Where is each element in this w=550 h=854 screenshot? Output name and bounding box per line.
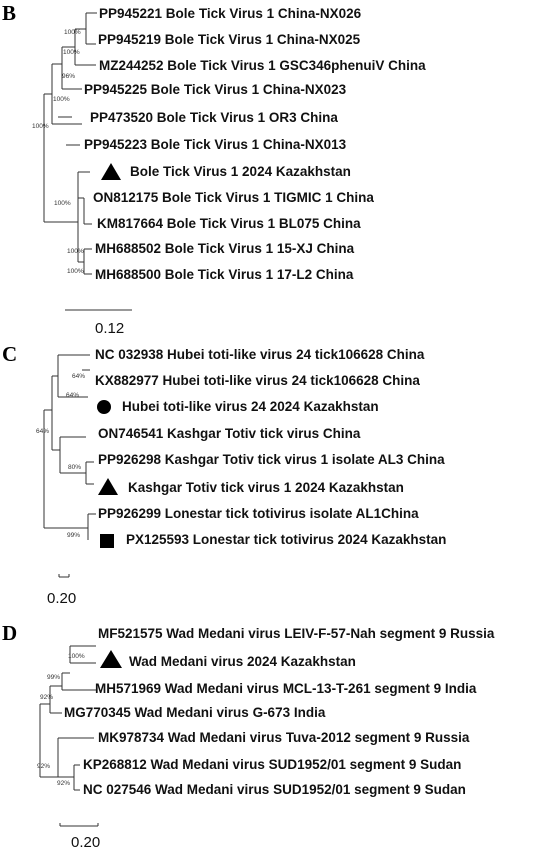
taxon-label: PP945225 Bole Tick Virus 1 China-NX023 bbox=[84, 82, 347, 97]
bootstrap-value: 100% bbox=[67, 248, 84, 255]
panel-c-taxa bbox=[95, 347, 446, 547]
taxon-label: PP473520 Bole Tick Virus 1 OR3 China bbox=[90, 110, 338, 125]
bootstrap-value: 100% bbox=[67, 268, 84, 275]
bootstrap-value: 100% bbox=[68, 653, 85, 660]
taxon-label: NC 027546 Wad Medani virus SUD1952/01 segment 9 Sudan bbox=[83, 782, 466, 797]
taxon-label: PP945223 Bole Tick Virus 1 China-NX013 bbox=[84, 137, 347, 152]
panel-b-taxa bbox=[84, 6, 426, 282]
taxon-label: Hubei toti-like virus 24 2024 Kazakhstan bbox=[122, 399, 379, 414]
bootstrap-value: 100% bbox=[54, 200, 71, 207]
bootstrap-value: 99% bbox=[67, 532, 81, 539]
taxon-label: PP945221 Bole Tick Virus 1 China-NX026 bbox=[99, 6, 362, 21]
square-marker-icon bbox=[100, 534, 114, 548]
scale-bar-label: 0.12 bbox=[95, 320, 125, 337]
taxon-label: PP926299 Lonestar tick totivirus isolate AL1China bbox=[98, 506, 419, 521]
taxon-label: Bole Tick Virus 1 2024 Kazakhstan bbox=[130, 164, 351, 179]
bootstrap-value: 100% bbox=[32, 123, 49, 130]
taxon-label: Wad Medani virus 2024 Kazakhstan bbox=[129, 654, 356, 669]
taxon-label: MH688500 Bole Tick Virus 1 17-L2 China bbox=[95, 267, 354, 282]
taxon-label: ON746541 Kashgar Totiv tick virus China bbox=[98, 426, 361, 441]
taxon-label: MG770345 Wad Medani virus G-673 India bbox=[64, 705, 326, 720]
taxon-label: MH571969 Wad Medani virus MCL-13-T-261 segment 9 India bbox=[95, 681, 477, 696]
taxon-label: Kashgar Totiv tick virus 1 2024 Kazakhstan bbox=[128, 480, 404, 495]
taxon-label: MF521575 Wad Medani virus LEIV-F-57-Nah segment 9 Russia bbox=[98, 626, 495, 641]
panel-c-branches bbox=[44, 355, 96, 540]
bootstrap-value: 92% bbox=[40, 694, 54, 701]
panel-c-bootstrap bbox=[36, 373, 85, 539]
panel-c-letter: C bbox=[2, 342, 18, 366]
taxon-label: MH688502 Bole Tick Virus 1 15-XJ China bbox=[95, 241, 355, 256]
panel-d-bootstrap bbox=[37, 653, 85, 787]
taxon-label: MZ244252 Bole Tick Virus 1 GSC346phenuiV China bbox=[99, 58, 426, 73]
taxon-label: KM817664 Bole Tick Virus 1 BL075 China bbox=[97, 216, 361, 231]
taxon-label: MK978734 Wad Medani virus Tuva-2012 segment 9 Russia bbox=[98, 730, 470, 745]
panel-d-letter: D bbox=[2, 621, 18, 645]
bootstrap-value: 80% bbox=[68, 464, 82, 471]
bootstrap-value: 92% bbox=[37, 763, 51, 770]
bootstrap-value: 99% bbox=[47, 674, 61, 681]
panel-b-letter: B bbox=[2, 1, 17, 25]
scale-bar-label: 0.20 bbox=[47, 590, 77, 607]
bootstrap-value: 64% bbox=[66, 392, 80, 399]
scale-bar-label: 0.20 bbox=[71, 834, 101, 851]
panel-c bbox=[2, 342, 446, 607]
taxon-label: PP945219 Bole Tick Virus 1 China-NX025 bbox=[98, 32, 361, 47]
bootstrap-value: 100% bbox=[64, 29, 81, 36]
taxon-label: KP268812 Wad Medani virus SUD1952/01 segment 9 Sudan bbox=[83, 757, 462, 772]
bootstrap-value: 100% bbox=[63, 49, 80, 56]
panel-d-taxa bbox=[64, 626, 495, 797]
triangle-marker-icon bbox=[100, 650, 122, 668]
taxon-label: NC 032938 Hubei toti-like virus 24 tick106628 China bbox=[95, 347, 425, 362]
bootstrap-value: 64% bbox=[72, 373, 86, 380]
panel-b bbox=[2, 1, 426, 337]
bootstrap-value: 92% bbox=[57, 780, 71, 787]
bootstrap-value: 96% bbox=[62, 73, 76, 80]
bootstrap-value: 64% bbox=[36, 428, 50, 435]
triangle-marker-icon bbox=[101, 163, 121, 180]
taxon-label: PX125593 Lonestar tick totivirus 2024 Kazakhstan bbox=[126, 532, 447, 547]
taxon-label: KX882977 Hubei toti-like virus 24 tick106628 China bbox=[95, 373, 420, 388]
panel-b-bootstrap bbox=[32, 29, 84, 275]
bootstrap-value: 100% bbox=[53, 96, 70, 103]
triangle-marker-icon bbox=[98, 478, 118, 495]
taxon-label: PP926298 Kashgar Totiv tick virus 1 isolate AL3 China bbox=[98, 452, 445, 467]
taxon-label: ON812175 Bole Tick Virus 1 TIGMIC 1 China bbox=[93, 190, 374, 205]
circle-marker-icon bbox=[97, 400, 111, 414]
panel-d bbox=[2, 621, 495, 851]
